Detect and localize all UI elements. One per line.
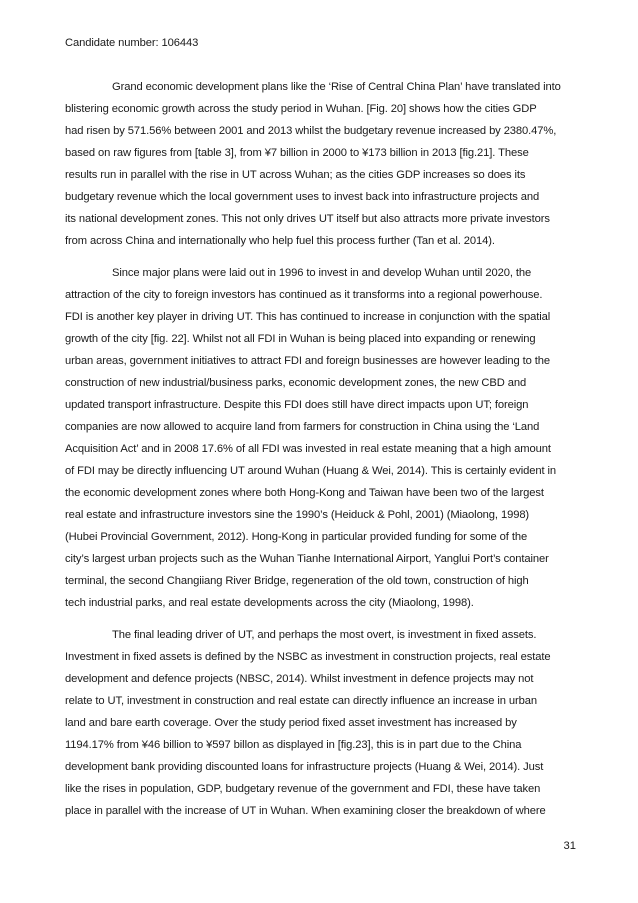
candidate-number-header: Candidate number: 106443 (65, 37, 199, 49)
text-line: Acquisition Act’ and in 2008 17.6% of all FDI was invested in real estate meaning that a high amount (65, 443, 551, 455)
text-line: Investment in fixed assets is defined by the NSBC as investment in construction projects, real estate (65, 651, 551, 663)
page-number: 31 (563, 840, 576, 852)
text-line: construction of new industrial/business parks, economic development zones, the new CBD and (65, 377, 527, 389)
body-text (65, 76, 577, 832)
paragraph (65, 262, 577, 614)
text-line: budgetary revenue which the local government uses to invest back into infrastructure projects and (65, 191, 540, 203)
text-line: development and defence projects (NBSC, 2014). Whilst investment in defence projects may not (65, 673, 534, 685)
text-line: place in parallel with the increase of UT in Wuhan. When examining closer the breakdown of where (65, 805, 546, 817)
text-line: from across China and internationally who help fuel this process further (Tan et al. 2014). (65, 235, 495, 247)
paragraph (65, 76, 577, 252)
text-line: its national development zones. This not only drives UT itself but also attracts more private investors (65, 213, 550, 225)
text-line: FDI is another key player in driving UT. This has continued to increase in conjunction with the spatial (65, 311, 551, 323)
text-line: real estate and infrastructure investors sine the 1990’s (Heiduck & Pohl, 2001) (Miaolong, 1998) (65, 509, 530, 521)
text-line: development bank providing discounted loans for infrastructure projects (Huang & Wei, 2014). Just (65, 761, 544, 773)
text-line: 1194.17% from ¥46 billion to ¥597 billon as displayed in [fig.23], this is in part due to the China (65, 739, 522, 751)
text-line: the economic development zones where both Hong-Kong and Taiwan have been two of the largest (65, 487, 544, 499)
paragraph (65, 624, 577, 822)
text-line: results run in parallel with the rise in UT across Wuhan; as the cities GDP increases so does its (65, 169, 526, 181)
text-line: city’s largest urban projects such as the Wuhan Tianhe International Airport, Yanglui Port’s container (65, 553, 549, 565)
text-line: land and bare earth coverage. Over the study period fixed asset investment has increased by (65, 717, 517, 729)
text-line: The final leading driver of UT, and perhaps the most overt, is investment in fixed assets. (112, 629, 537, 641)
text-line: updated transport infrastructure. Despite this FDI does still have direct impacts upon UT; foreign (65, 399, 529, 411)
text-line: terminal, the second Changiiang River Bridge, regeneration of the old town, construction of high (65, 575, 529, 587)
text-line: companies are now allowed to acquire land from farmers for construction in China using the ‘Land (65, 421, 540, 433)
text-line: blistering economic growth across the study period in Wuhan. [Fig. 20] shows how the cities GDP (65, 103, 537, 115)
text-line: based on raw figures from [table 3], from ¥7 billion in 2000 to ¥173 billion in 2013 [fig.21]. These (65, 147, 529, 159)
text-line: like the rises in population, GDP, budgetary revenue of the government and FDI, these have taken (65, 783, 541, 795)
text-line: of FDI may be directly influencing UT around Wuhan (Huang & Wei, 2014). This is certainly evident in (65, 465, 556, 477)
text-line: urban areas, government initiatives to attract FDI and foreign businesses are however leading to the (65, 355, 551, 367)
text-line: relate to UT, investment in construction and real estate can directly influence an increase in urban (65, 695, 537, 707)
text-line: tech industrial parks, and real estate developments across the city (Miaolong, 1998). (65, 597, 474, 609)
text-line: (Hubei Provincial Government, 2012). Hong-Kong in particular provided funding for some of the (65, 531, 528, 543)
text-line: Since major plans were laid out in 1996 to invest in and develop Wuhan until 2020, the (112, 267, 532, 279)
text-line: growth of the city [fig. 22]. Whilst not all FDI in Wuhan is being placed into expanding or renewing (65, 333, 536, 345)
text-line: attraction of the city to foreign investors has continued as it transforms into a regional powerhouse. (65, 289, 543, 301)
text-line: Grand economic development plans like the ‘Rise of Central China Plan’ have translated into (112, 81, 561, 93)
text-line: had risen by 571.56% between 2001 and 2013 whilst the budgetary revenue increased by 2380.47%, (65, 125, 557, 137)
